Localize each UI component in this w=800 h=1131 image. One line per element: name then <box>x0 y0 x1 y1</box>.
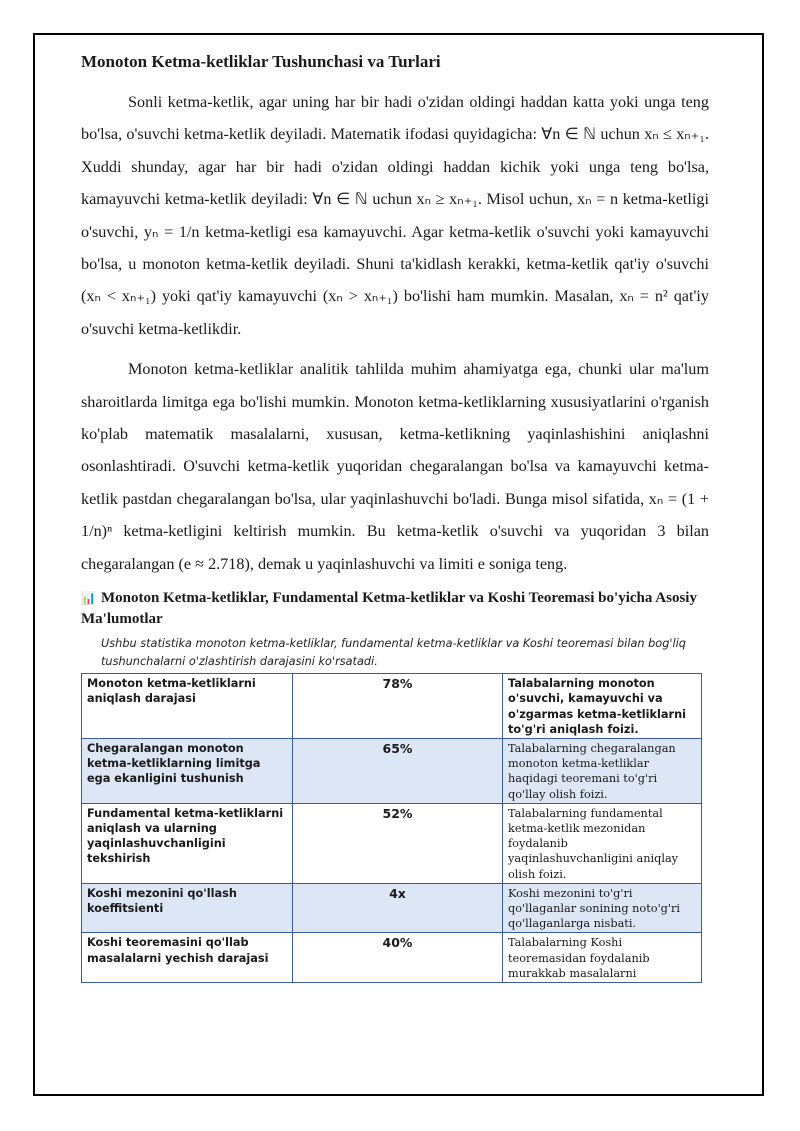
table-row <box>82 674 702 739</box>
row-value: 4x <box>293 883 503 933</box>
table-row <box>82 803 702 883</box>
row-value: 65% <box>293 738 503 803</box>
document-body <box>81 52 709 983</box>
row-label: Koshi mezonini qo'llash koeffitsienti <box>82 883 293 933</box>
row-value: 40% <box>293 933 503 983</box>
table-row <box>82 738 702 803</box>
row-value: 78% <box>293 674 503 739</box>
bar-chart-icon: 📊 <box>81 591 96 606</box>
row-label: Monoton ketma-ketliklarni aniqlash darajasi <box>82 674 293 739</box>
row-label: Chegaralangan monoton ketma-ketliklarning limitga ega ekanligini tushunish <box>82 738 293 803</box>
paragraph-2: Monoton ketma-ketliklar analitik tahlilda muhim ahamiyatga ega, chunki ular ma'lum sharoitlarda limitga ega bo'lishi mumkin. Monoton ketma-ketliklarning xususiyatlarini o'rganish ko'plab matematik masalalarni, xususan, ketma-ketlikning yaqinlashishini aniqlashni osonlashtiradi. O'suvchi ketma-ketlik yuqoridan chegaralangan bo'lsa va kamayuvchi ketma-ketlik pastdan chegaralangan bo'lsa, ular yaqinlashuvchi bo'ladi. Bunga misol sifatida, xₙ = (1 + 1/n)ⁿ ketma-ketligini keltirish mumkin. Bu ketma-ketlik o'suvchi va yuqoridan 3 bilan chegaralangan (e ≈ 2.718), demak u yaqinlashuvchi va limiti e soniga teng. <box>81 360 709 573</box>
table-row <box>82 933 702 983</box>
row-value: 52% <box>293 803 503 883</box>
paragraph-1: Sonli ketma-ketlik, agar uning har bir hadi o'zidan oldingi haddan katta yoki unga teng bo'lsa, o'suvchi ketma-ketlik deyiladi. Matematik ifodasi quyidagicha: ∀n ∈ ℕ uchun xₙ ≤ xₙ₊₁. Xuddi shunday, agar har bir hadi o'zidan oldingi haddan kichik yoki unga teng bo'lsa, kamayuvchi ketma-ketlik deyiladi: ∀n ∈ ℕ uchun xₙ ≥ xₙ₊₁. Misol uchun, xₙ = n ketma-ketligi o'suvchi, yₙ = 1/n ketma-ketligi esa kamayuvchi. Agar ketma-ketlik o'suvchi yoki kamayuvchi bo'lsa, u monoton ketma-ketlik deyiladi. Shuni ta'kidlash kerakki, ketma-ketlik qat'iy o'suvchi (xₙ < xₙ₊₁) yoki qat'iy kamayuvchi (xₙ > xₙ₊₁) bo'lishi ham mumkin. Masalan, xₙ = n² qat'iy o'suvchi ketma-ketlikdir. <box>81 93 709 338</box>
row-label: Fundamental ketma-ketliklarni aniqlash va ularning yaqinlashuvchanligini tekshirish <box>82 803 293 883</box>
row-description: Talabalarning monoton o'suvchi, kamayuvchi va o'zgarmas ketma-ketliklarni to'g'ri aniqlash foizi. <box>503 674 702 739</box>
row-description: Koshi mezonini to'g'ri qo'llaganlar sonining noto'g'ri qo'llaganlarga nisbati. <box>503 883 702 933</box>
row-description: Talabalarning chegaralangan monoton ketma-ketliklar haqidagi teoremani to'g'ri qo'llay olish foizi. <box>503 738 702 803</box>
row-label: Koshi teoremasini qo'llab masalalarni yechish darajasi <box>82 933 293 983</box>
row-description: Talabalarning fundamental ketma-ketlik mezonidan foydalanib yaqinlashuvchanligini aniqlay olish foizi. <box>503 803 702 883</box>
figure-title <box>81 588 709 630</box>
table-row <box>82 883 702 933</box>
row-description: Talabalarning Koshi teoremasidan foydalanib murakkab masalalarni <box>503 933 702 983</box>
figure-title-text: Monoton Ketma-ketliklar, Fundamental Ketma-ketliklar va Koshi Teoremasi bo'yicha Asosiy Ma'lumotlar <box>81 590 697 628</box>
figure-subtitle: Ushbu statistika monoton ketma-ketliklar, fundamental ketma-ketliklar va Koshi teoremasi bilan bog'liq tushunchalarni o'zlashtirish darajasini ko'rsatadi. <box>101 637 686 669</box>
statistics-table <box>81 673 702 983</box>
section-title: Monoton Ketma-ketliklar Tushunchasi va Turlari <box>81 52 441 71</box>
